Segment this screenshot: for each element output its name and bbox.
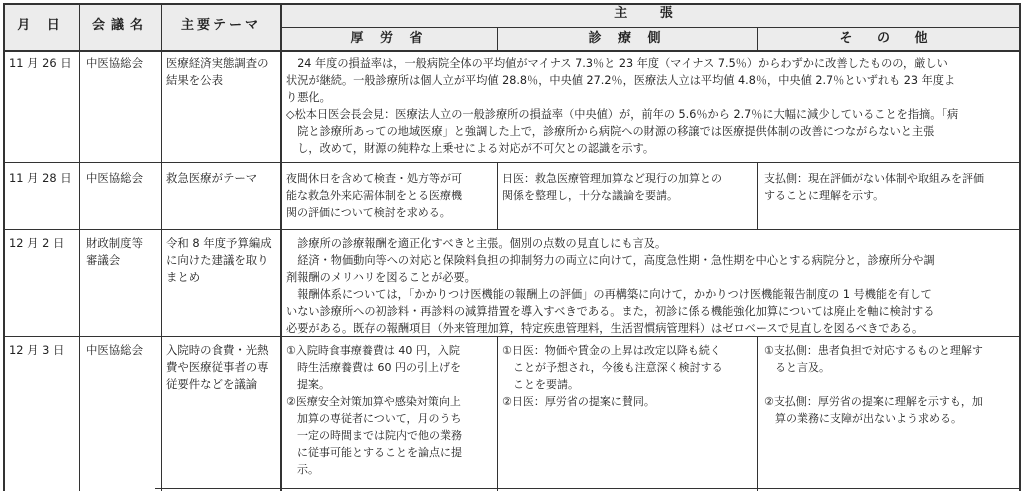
- claim-line: 状況が継続。一般診療所は個人立が平均値 28.8％，中央値 27.2％，医療法人立は平均値 4.8％，中央値 2.7％といずれも 23 年度よ: [286, 74, 956, 87]
- theme-line: 結果を公表: [166, 73, 223, 87]
- column-divider: [757, 162, 758, 229]
- header-date: 月 日: [17, 18, 66, 33]
- mhlw-line: 示。: [286, 463, 319, 476]
- row-date: 12 月 3 日: [9, 343, 65, 357]
- table-right-border: [1019, 3, 1021, 491]
- clinic-line: 日医：救急医療管理加算など現行の加算との: [502, 172, 722, 185]
- header-bottom-border: [3, 50, 1021, 52]
- mhlw-line: 時生活療養費は 60 円の引上げを: [286, 361, 461, 374]
- mhlw-line: 加算の専従者について，月のうち: [286, 412, 462, 425]
- other-line: [764, 376, 983, 393]
- row-meeting: [86, 235, 143, 269]
- claim-line: 院と診療所あっての地域医療」と強調した上で，診療所から病院への財源の移譲では医療提供体制の改善につながらないと主張: [286, 125, 935, 138]
- meeting-line: 審議会: [86, 253, 121, 267]
- row-other: [764, 342, 983, 427]
- claim-line: り悪化。: [286, 91, 331, 104]
- theme-line: 令和 8 年度予算編成: [166, 236, 272, 250]
- row-meeting: [86, 342, 143, 359]
- claim-line: ◇松本日医会長会見：医療法人立の一般診療所の損益率（中央値）が，前年の 5.6％から 2.7％に大幅に減少していることを指摘。「病: [286, 108, 959, 121]
- other-line: ①支払側：患者負担で対応するものと理解す: [764, 344, 983, 357]
- theme-line: 医療経済実態調査の: [166, 56, 269, 70]
- claim-line: 経済・物価動向等への対応と保険料負担の抑制努力の両立に向けて，高度急性期・急性期を中心とする病院分と，診療所分や調: [286, 254, 935, 267]
- table-left-border: [3, 3, 5, 491]
- row-date: 12 月 2 日: [9, 236, 65, 250]
- other-line: ②支払側：厚労省の提案に理解を示すも，加: [764, 395, 983, 408]
- row-divider: [3, 162, 1020, 163]
- row-divider: [3, 229, 1020, 230]
- header-other: そ の 他: [839, 31, 938, 46]
- header-clinic: 診 療 側: [588, 31, 667, 46]
- column-divider: [280, 3, 282, 491]
- column-divider: [757, 336, 758, 491]
- theme-line: 救急医療がテーマ: [166, 171, 258, 185]
- table-bottom-line: [155, 488, 1020, 489]
- meeting-line: 中医協総会: [86, 171, 143, 185]
- column-divider: [161, 3, 162, 491]
- row-clinic: [502, 170, 722, 204]
- claim-line: 報酬体系については，「かかりつけ医機能の報酬上の評価」の再構築に向けて，かかりつけ医機能報告制度の 1 号機能を有して: [286, 288, 932, 301]
- meeting-line: 中医協総会: [86, 343, 143, 357]
- clinic-line: 関係を整理し，十分な議論を要請。: [502, 189, 678, 202]
- mhlw-line: 関の評価について検討を求める。: [286, 206, 451, 219]
- header-theme: 主要テーマ: [180, 18, 261, 33]
- row-theme: [166, 342, 269, 393]
- clinic-line: ことを要請。: [502, 378, 579, 391]
- mhlw-line: ②医療安全対策加算や感染対策向上: [286, 395, 461, 408]
- theme-line: 入院時の食費・光熱: [166, 343, 269, 357]
- row-mhlw: [286, 170, 462, 221]
- claims-subheader-line: [281, 27, 1020, 28]
- other-line: 算の業務に支障が出ないよう求める。: [764, 412, 962, 425]
- row-theme: [166, 55, 269, 89]
- row-merged-claims: [286, 235, 935, 337]
- claim-line: 必要がある。既存の報酬項目（外来管理加算，特定疾患管理料，生活習慣病管理料）はゼロベースで見直しを図るべきである。: [286, 322, 924, 335]
- header-mhlw: 厚 労 省: [350, 31, 429, 46]
- column-divider: [79, 3, 80, 491]
- meeting-line: 財政制度等: [86, 236, 143, 250]
- row-theme: [166, 170, 257, 187]
- theme-line: まとめ: [166, 270, 201, 284]
- clinic-line: ②日医：厚労省の提案に賛同。: [502, 395, 655, 408]
- row-date: 11 月 26 日: [9, 56, 72, 70]
- meeting-line: 中医協総会: [86, 56, 143, 70]
- row-other: [764, 170, 984, 204]
- theme-line: 費や医療従事者の専: [166, 360, 269, 374]
- other-line: することに理解を示す。: [764, 189, 885, 202]
- row-meeting: [86, 55, 143, 72]
- claim-line: 剤報酬のメリハリを図ることが必要。: [286, 271, 476, 284]
- mhlw-line: 夜間休日を含めて検査・処方等が可: [286, 172, 462, 185]
- row-date: 11 月 28 日: [9, 171, 72, 185]
- row-merged-claims: [286, 55, 958, 157]
- row-mhlw: [286, 342, 462, 478]
- mhlw-line: に従事可能とすることを論点に提: [286, 446, 462, 459]
- row-theme: [166, 235, 272, 286]
- mhlw-line: 提案。: [286, 378, 330, 391]
- claim-line: 診療所の診療報酬を適正化すべきと主張。個別の点数の見直しにも言及。: [286, 237, 667, 250]
- mhlw-line: 一定の時間までは院内で他の業務: [286, 429, 462, 442]
- claim-line: し，改めて，財源の純粋な上乗せによる対応が不可欠との認識を示す。: [286, 142, 655, 155]
- row-clinic: [502, 342, 723, 410]
- header-meeting: 会議名: [91, 18, 149, 33]
- header-claims: 主 張: [614, 6, 687, 21]
- row-meeting: [86, 170, 143, 187]
- column-divider: [497, 162, 498, 229]
- theme-line: 従要件などを議論: [166, 377, 258, 391]
- column-divider: [497, 336, 498, 491]
- claim-line: 24 年度の損益率は，一般病院全体の平均値がマイナス 7.3％と 23 年度（マイナス 7.5％）からわずかに改善したものの，厳しい: [286, 57, 948, 70]
- other-line: ると言及。: [764, 361, 830, 374]
- mhlw-line: 能な救急外来応需体制をとる医療機: [286, 189, 462, 202]
- clinic-line: ことが予想され，今後も注意深く検討する: [502, 361, 723, 374]
- clinic-line: ①日医：物価や賃金の上昇は改定以降も続く: [502, 344, 721, 357]
- mhlw-line: ①入院時食事療養費は 40 円，入院: [286, 344, 460, 357]
- claim-line: いない診療所への初診料・再診料の減算措置を導入すべきである。また，初診に係る機能強化加算については廃止を軸に検討する: [286, 305, 935, 318]
- other-line: 支払側：現在評価がない体制や取組みを評価: [764, 172, 984, 185]
- theme-line: に向けた建議を取り: [166, 253, 269, 267]
